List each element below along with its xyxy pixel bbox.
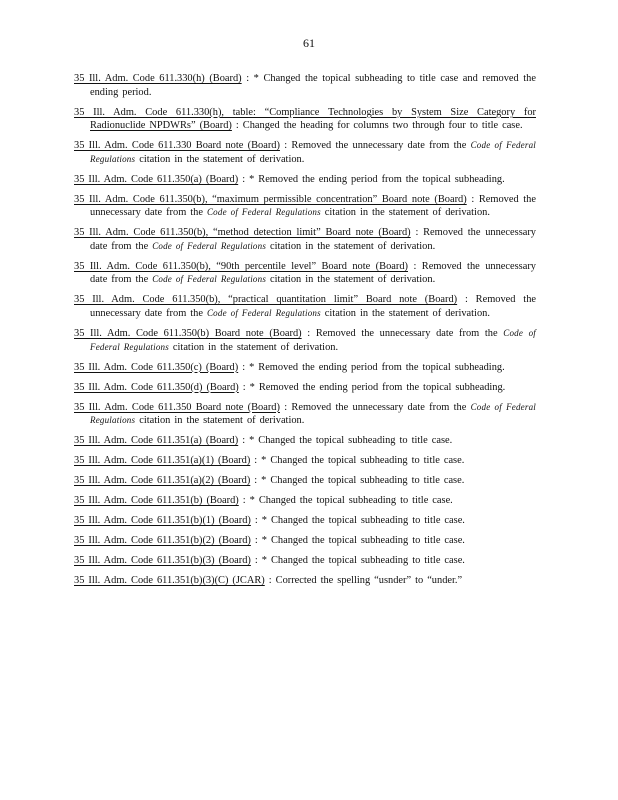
change-entry [74,494,536,508]
change-description: : Removed the unnecessary date from the Code of Federal Regulations citation in the statement of derivation. [90,193,536,219]
change-description: : * Changed the topical subheading to title case. [254,515,465,527]
section-reference: 35 Ill. Adm. Code 611.330 Board note (Board) [74,140,280,152]
change-entry [74,454,536,468]
section-reference: 35 Ill. Adm. Code 611.351(b)(3)(C) (JCAR) [74,575,265,587]
section-reference: 35 Ill. Adm. Code 611.351(b) (Board) [74,495,239,507]
change-description: : Corrected the spelling “usnder” to “under.” [268,575,463,587]
change-entry [74,514,536,528]
change-description: : * Changed the topical subheading to title case. [242,435,453,447]
change-entry [74,534,536,548]
change-entry [74,72,536,99]
change-description: : Removed the unnecessary date from the Code of Federal Regulations citation in the statement of derivation. [90,227,536,252]
section-reference: 35 Ill. Adm. Code 611.351(a)(1) (Board) [74,455,251,467]
change-description: : * Removed the ending period from the topical subheading. [242,361,505,373]
section-reference: 35 Ill. Adm. Code 611.350(b) Board note (Board) [74,328,302,340]
section-reference: 35 Ill. Adm. Code 611.351(b)(1) (Board) [74,515,251,527]
change-description: : Removed the unnecessary date from the Code of Federal Regulations citation in the statement of derivation. [90,260,536,286]
change-description: : Changed the heading for columns two through four to title case. [235,120,523,132]
change-entry [74,361,536,375]
change-entry [74,327,536,354]
change-entry [74,293,536,320]
change-entry [74,401,536,428]
section-reference: 35 Ill. Adm. Code 611.350(b), “90th percentile level” Board note (Board) [74,260,408,272]
change-entry [74,106,536,133]
section-reference: 35 Ill. Adm. Code 611.350(a) (Board) [74,173,239,185]
section-reference: 35 Ill. Adm. Code 611.330(h) (Board) [74,73,242,84]
section-reference: 35 Ill. Adm. Code 611.351(a)(2) (Board) [74,475,251,487]
section-reference: 35 Ill. Adm. Code 611.350(b), “method detection limit” Board note (Board) [74,227,411,239]
section-reference: 35 Ill. Adm. Code 611.350(b), “practical quantitation limit” Board note (Board) [74,294,458,306]
change-description: : * Removed the ending period from the topical subheading. [242,173,505,185]
section-reference: 35 Ill. Adm. Code 611.350 Board note (Board) [74,401,280,413]
section-reference: 35 Ill. Adm. Code 611.350(b), “maximum permissible concentration” Board note (Board) [74,193,467,205]
change-list [74,72,536,594]
section-reference: 35 Ill. Adm. Code 611.351(b)(3) (Board) [74,555,251,567]
change-entry [74,474,536,488]
change-description: : Removed the unnecessary date from the Code of Federal Regulations citation in the statement of derivation. [90,140,536,165]
change-entry [74,554,536,568]
change-description: : * Changed the topical subheading to title case. [254,475,465,487]
change-entry [74,193,536,220]
section-reference: 35 Ill. Adm. Code 611.330(h), table: “Compliance Technologies by System Size Category for Radionuclide NPDWRs” (Board) [74,106,536,132]
page-number: 61 [303,36,315,50]
change-description: : Removed the unnecessary date from the Code of Federal Regulations citation in the statement of derivation. [90,328,536,353]
section-reference: 35 Ill. Adm. Code 611.350(d) (Board) [74,381,239,393]
change-description: : Removed the unnecessary date from the Code of Federal Regulations citation in the statement of derivation. [90,401,536,427]
change-entry [74,173,536,187]
change-description: : * Changed the topical subheading to title case. [254,535,465,547]
change-description: : * Changed the topical subheading to title case. [242,495,453,507]
change-description: : * Removed the ending period from the topical subheading. [242,381,506,393]
change-entry [74,434,536,448]
change-entry [74,139,536,166]
section-reference: 35 Ill. Adm. Code 611.350(c) (Board) [74,361,239,373]
change-entry [74,226,536,253]
change-description: : * Changed the topical subheading to title case and removed the ending period. [90,73,536,98]
section-reference: 35 Ill. Adm. Code 611.351(b)(2) (Board) [74,535,251,547]
change-entry [74,574,536,588]
change-description: : Removed the unnecessary date from the Code of Federal Regulations citation in the statement of derivation. [90,294,536,320]
change-entry [74,381,536,395]
change-entry [74,260,536,287]
section-reference: 35 Ill. Adm. Code 611.351(a) (Board) [74,435,239,447]
change-description: : * Changed the topical subheading to title case. [254,555,465,567]
change-description: : * Changed the topical subheading to title case. [254,455,465,467]
